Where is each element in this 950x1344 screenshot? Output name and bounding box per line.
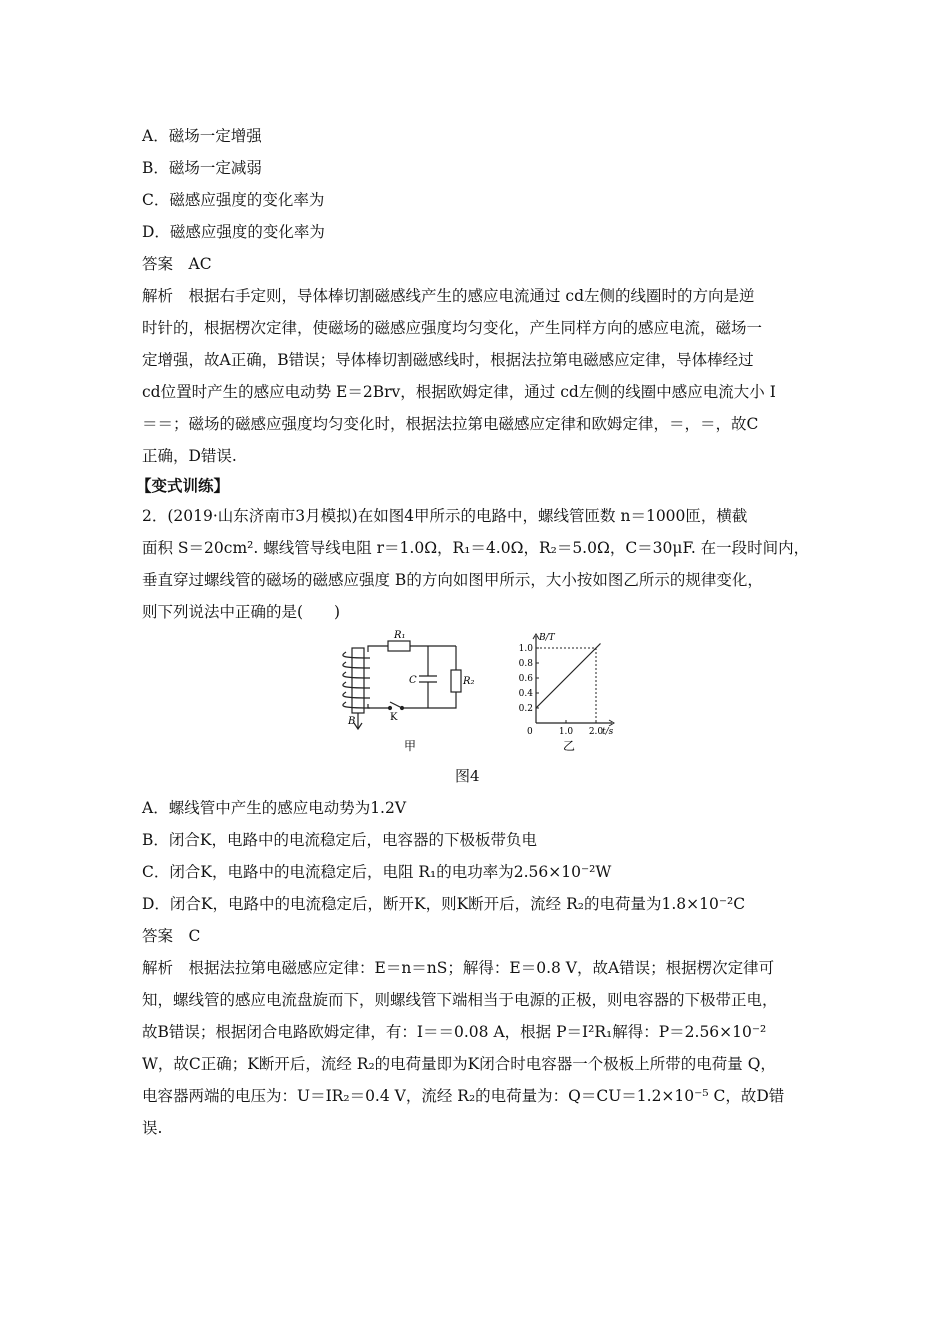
- q2-option-a: A．螺线管中产生的感应电动势为1.2V: [142, 799, 407, 817]
- wire-top-left: [368, 646, 388, 652]
- q2-stem-line: 面积 S＝20cm². 螺线管导线电阻 r＝1.0Ω，R₁＝4.0Ω，R₂＝5.0Ω，C＝30μF. 在一段时间内，: [142, 539, 810, 557]
- capacitor: [419, 646, 437, 708]
- q2-analysis-line: W，故C正确；K断开后，流经 R₂的电荷量即为K闭合时电容器一个极板上所带的电荷量 Q，: [142, 1055, 776, 1073]
- q1-analysis-line: 正确，D错误.: [142, 447, 237, 465]
- q1-analysis-line: 解析 根据右手定则，导体棒切割磁感线产生的感应电流通过 cd左侧的线圈时的方向是逆: [142, 287, 755, 305]
- q1-analysis-line: ＝＝；磁场的磁感应强度均匀变化时，根据法拉第电磁感应定律和欧姆定律，＝，＝，故C: [142, 415, 759, 433]
- q1-option-a: A．磁场一定增强: [142, 127, 262, 145]
- q2-option-c: C．闭合K，电路中的电流稳定后，电阻 R₁的电功率为2.56×10⁻²W: [142, 863, 612, 881]
- solenoid-coils: [343, 652, 370, 708]
- wire-bottom-left: [368, 704, 390, 708]
- label-k: K: [390, 712, 398, 723]
- x-tick-label: 2.0: [588, 727, 604, 737]
- q2-stem-line: 则下列说法中正确的是( ): [142, 603, 341, 621]
- q2-option-b: B．闭合K，电路中的电流稳定后，电容器的下极板带负电: [142, 831, 537, 849]
- resistor-r1: [388, 641, 410, 651]
- q2-stem-line: 2．(2019·山东济南市3月模拟)在如图4甲所示的电路中，螺线管匝数 n＝1000匝，横截: [142, 507, 748, 525]
- y-tick-label: 1.0: [518, 644, 533, 654]
- section-title: 【变式训练】: [136, 476, 230, 495]
- wire-r2-bottom: [428, 692, 456, 708]
- q1-option-c: C．磁感应强度的变化率为: [142, 191, 325, 209]
- q2-analysis-line: 解析 根据法拉第电磁感应定律：E＝n＝nS；解得：E＝0.8 V，故A错误；根据楞次定律可: [142, 959, 775, 977]
- graph-ylabel: B/T: [539, 633, 555, 643]
- q2-answer: 答案 C: [142, 927, 201, 945]
- label-r2: R₂: [463, 676, 475, 687]
- q1-option-d: D．磁感应强度的变化率为: [142, 223, 325, 241]
- guide-lines: [536, 648, 596, 723]
- q1-analysis-line: 定增强，故A正确，B错误；导体棒切割磁感线时，根据法拉第电磁感应定律，导体棒经过: [142, 351, 754, 369]
- circuit-diagram: [343, 641, 461, 729]
- q2-stem-line: 垂直穿过螺线管的磁场的磁感应强度 B的方向如图甲所示，大小按如图乙所示的规律变化，: [142, 571, 763, 589]
- y-tick-label: 0.6: [518, 674, 533, 684]
- label-c: C: [409, 675, 417, 686]
- q2-analysis-line: 误.: [142, 1119, 163, 1137]
- resistor-r2: [451, 670, 461, 692]
- q2-analysis-line: 知，螺线管的感应电流盘旋而下，则螺线管下端相当于电源的正极，则电容器的下极带正电，: [142, 991, 778, 1009]
- q2-analysis-line: 故B错误；根据闭合电路欧姆定律，有：I＝＝0.08 A，根据 P＝I²R₁解得：P＝2.56×10⁻²: [142, 1023, 767, 1041]
- q1-option-b: B．磁场一定减弱: [142, 159, 262, 177]
- y-tick-label: 0.8: [518, 659, 533, 669]
- label-b: B: [348, 716, 356, 727]
- graph-xlabel: t/s: [602, 727, 614, 737]
- label-r1: R₁: [394, 630, 406, 641]
- q2-option-d: D．闭合K，电路中的电流稳定后，断开K，则K断开后，流经 R₂的电荷量为1.8×10⁻²C: [142, 895, 746, 913]
- figure-caption: 图4: [455, 767, 480, 785]
- label-yi: 乙: [563, 739, 576, 753]
- y-tick-label: 0.2: [518, 704, 533, 714]
- y-tick-label: 0.4: [518, 689, 533, 699]
- q1-analysis-line: 时针的，根据楞次定律，使磁场的磁感应强度均匀变化，产生同样方向的感应电流，磁场一: [142, 319, 763, 337]
- q2-analysis-line: 电容器两端的电压为：U＝IR₂＝0.4 V，流经 R₂的电荷量为：Q＝CU＝1.2×10⁻⁵ C，故D错: [142, 1087, 785, 1105]
- figure-4: [300, 628, 640, 758]
- b-t-graph: [519, 634, 614, 737]
- graph-origin: 0: [527, 727, 533, 737]
- q1-analysis-line: cd位置时产生的感应电动势 E＝2Brv，根据欧姆定律，通过 cd左侧的线圈中感应电流大小 I: [142, 383, 776, 401]
- x-tick-label: 1.0: [558, 727, 574, 737]
- q1-answer: 答案 AC: [142, 255, 212, 273]
- label-jia: 甲: [404, 739, 417, 753]
- series-line: [536, 644, 601, 709]
